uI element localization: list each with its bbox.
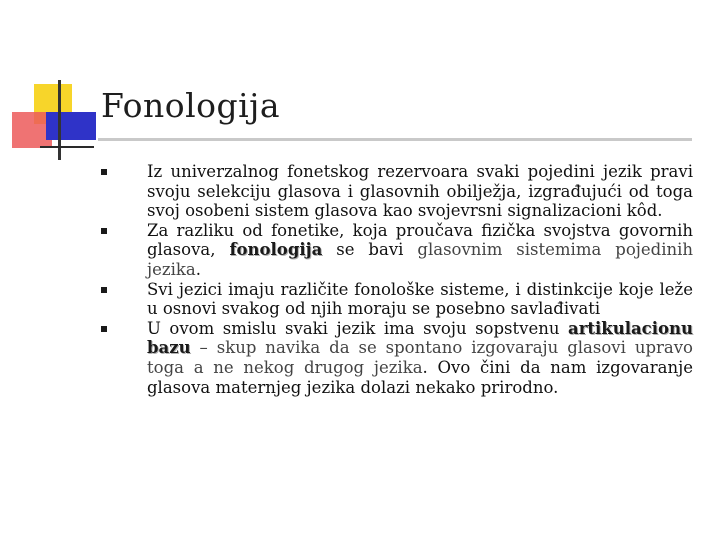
bullet-item-2: [147, 221, 693, 280]
bullet-marker-icon: [101, 326, 107, 332]
bullet-text: Iz univerzalnog fonetskog rezervoara svaki pojedini jezik pravi svoju selekciju glasova i glasovnih obilježja, izgrađujući od toga svoj osobeni sistem glasova kao svojevrsni signalizacioni kôd.: [147, 162, 693, 221]
bullet-item-3: [147, 280, 693, 319]
bullet-text-highlight: – skup navika da se spontano izgovaraju glasovi upravo toga a ne nekog drugog jezika: [147, 338, 693, 377]
decor-vertical-line: [58, 80, 61, 160]
bullet-marker-icon: [101, 169, 107, 175]
bullet-text: se bavi: [322, 240, 418, 260]
bullet-text-highlight: glasovnim sistemima pojedinih jezika: [147, 240, 694, 279]
bullet-text: Svi jezici imaju različite fonološke sisteme, i distinkcije koje leže u osnovi svakog od njih moraju se posebno savlađivati: [147, 279, 693, 319]
bullet-text: Za razliku od fonetike, koja proučava fizička svojstva govornih glasova,: [147, 220, 693, 260]
term-fonologija: fonologija: [229, 240, 323, 260]
bullet-marker-icon: [101, 228, 107, 234]
title-underline: [98, 138, 692, 141]
bullet-item-1: [147, 162, 693, 221]
bullet-list: [147, 162, 693, 397]
decor-horizontal-line: [40, 146, 94, 148]
slide-title: Fonologija: [101, 86, 281, 125]
bullet-text: U ovom smislu svaki jezik ima svoju sopstvenu: [147, 318, 569, 338]
bullet-marker-icon: [101, 287, 107, 293]
decor-blue-square: [46, 112, 96, 140]
bullet-text: . Ovo čini da nam izgovaranje glasova maternjeg jezika dolazi nekako prirodno.: [147, 357, 694, 397]
bullet-text: .: [195, 259, 201, 279]
bullet-item-4: [147, 319, 693, 397]
term-artikulaciona-baza: artikulacionu bazu: [147, 318, 693, 358]
